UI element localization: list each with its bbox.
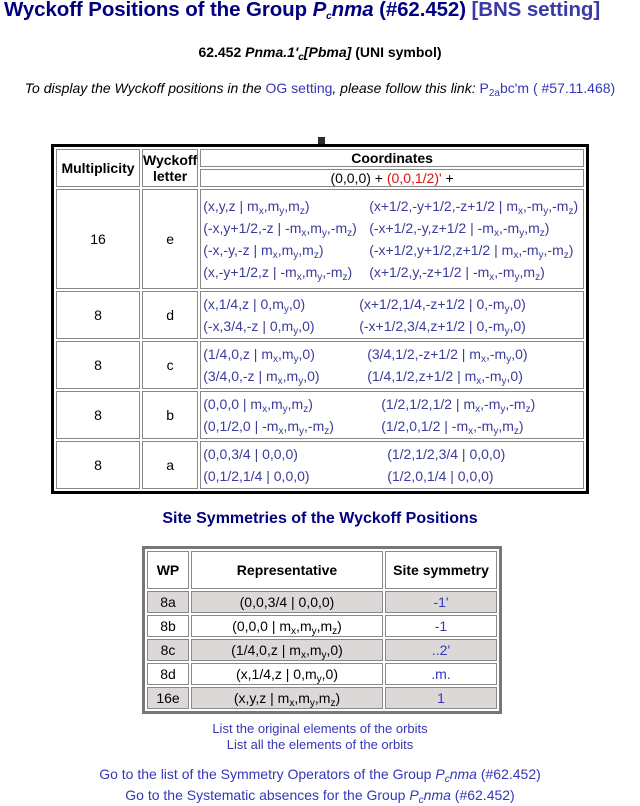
coordinate-entry: (-x,y+1/2,-z | $-m_x,m_y,-m_z$) [203, 220, 357, 239]
site-symmetry-row [147, 591, 497, 613]
bns-setting-link[interactable]: [BNS setting] [471, 0, 601, 21]
centering-vectors: (0,0,0) + (0,0,1/2)' + [200, 169, 584, 187]
representative-cell: (0,0,0 | $m_x,m_y,m_z$) [191, 615, 383, 637]
og-setting-link[interactable]: OG setting [265, 80, 333, 96]
site-symmetry-cell[interactable]: ..2' [385, 639, 497, 661]
wp-cell: 16e [147, 687, 189, 709]
coordinates-cell [200, 341, 584, 389]
multiplicity-header: Multiplicity [56, 149, 140, 187]
representative-cell: (x,1/4,z | $0,m_y,0$) [191, 663, 383, 685]
list-all-orbits-link[interactable]: List all the elements of the orbits [226, 737, 414, 752]
representative-cell: (x,y,z | $m_x,m_y,m_z$) [191, 687, 383, 709]
wyckoff-row [56, 391, 584, 439]
coordinates-cell [200, 441, 584, 489]
wp-cell: 8b [147, 615, 189, 637]
coordinate-entry: (x,1/4,z | $0,m_y,0$) [203, 296, 306, 315]
coordinate-entry: (x,y,z | $m_x,m_y,m_z$) [203, 198, 310, 217]
site-symmetry-row [147, 687, 497, 709]
list-original-orbits-link[interactable]: List the original elements of the orbits [212, 721, 428, 736]
coordinate-entry: (0,1/2,0 | $-m_x,m_y,-m_z$) [203, 418, 334, 437]
coordinate-entry: (1/4,1/2,z+1/2 | $m_x,-m_y,0$) [367, 368, 523, 387]
coordinates-cell [200, 391, 584, 439]
symmetry-operators-link[interactable]: Go to the list of the Symmetry Operators of the Group $P_cnma$ (#62.452) [99, 766, 541, 785]
coordinate-entry: (1/2,1/2,1/2 | $m_x,-m_y,-m_z$) [381, 396, 536, 415]
site-symmetry-row [147, 639, 497, 661]
coordinate-entry: (-x+1/2,y+1/2,z+1/2 | $m_x,-m_y,-m_z$) [369, 242, 574, 261]
representative-cell: (0,0,3/4 | 0,0,0) [191, 591, 383, 613]
og-setting-notice: To display the Wyckoff positions in the OG setting, please follow this link: $P_{2a}bc'm$ ( #57.11.468) [24, 80, 616, 99]
coordinates-header: Coordinates [200, 149, 584, 167]
site-symmetry-header: Site symmetry [385, 551, 497, 589]
multiplicity-cell: 8 [56, 391, 140, 439]
coordinate-entry: (x+1/2,1/4,-z+1/2 | $0,-m_y,0$) [359, 296, 526, 315]
coordinate-entry: (-x,-y,-z | $m_x,m_y,m_z$) [203, 242, 324, 261]
wyckoff-letter-cell: c [142, 341, 198, 389]
coordinate-entry: (0,1/2,1/4 | 0,0,0) [203, 468, 310, 484]
multiplicity-cell: 8 [56, 341, 140, 389]
page-title: Wyckoff Positions of the Group $P_cnma$ (#62.452) [BNS setting] [4, 0, 601, 22]
wyckoff-row [56, 291, 584, 339]
uni-symbol: 62.452 $Pnma.1'_c[Pbma]$ (UNI symbol) [198, 44, 442, 63]
coordinate-entry: (x+1/2,-y+1/2,-z+1/2 | $m_x,-m_y,-m_z$) [369, 198, 579, 217]
og-group-link[interactable]: $P_{2a}bc'm$ ( #57.11.468) [479, 80, 616, 99]
site-symmetries-title: Site Symmetries of the Wyckoff Positions [162, 510, 478, 527]
site-symmetry-cell[interactable]: 1 [385, 687, 497, 709]
wyckoff-letter-cell: a [142, 441, 198, 489]
representative-header: Representative [191, 551, 383, 589]
wyckoff-letter-header: Wyckoff letter [142, 149, 198, 187]
coordinate-entry: (x,-y+1/2,z | $-m_x,m_y,-m_z$) [203, 264, 353, 283]
site-symmetry-cell[interactable]: -1 [385, 615, 497, 637]
wyckoff-table [51, 144, 589, 494]
systematic-absences-link[interactable]: Go to the Systematic absences for the Group $P_cnma$ (#62.452) [125, 787, 515, 806]
wyckoff-letter-cell: b [142, 391, 198, 439]
wyckoff-row [56, 341, 584, 389]
coordinate-entry: (1/2,1/2,3/4 | 0,0,0) [387, 446, 506, 462]
coordinate-entry: (3/4,1/2,-z+1/2 | $m_x,-m_y,0$) [367, 346, 528, 365]
wp-cell: 8a [147, 591, 189, 613]
multiplicity-cell: 8 [56, 441, 140, 489]
multiplicity-cell: 8 [56, 291, 140, 339]
coordinate-entry: (0,0,0 | $m_x,m_y,m_z$) [203, 396, 313, 415]
coordinate-entry: (0,0,3/4 | 0,0,0) [203, 446, 298, 462]
coordinate-entry: (1/4,0,z | $m_x,m_y,0$) [203, 346, 315, 365]
coordinate-entry: (3/4,0,-z | $m_x,m_y,0$) [203, 368, 320, 387]
representative-cell: (1/4,0,z | $m_x,m_y,0$) [191, 639, 383, 661]
wyckoff-row [56, 441, 584, 489]
site-symmetry-row [147, 615, 497, 637]
multiplicity-cell: 16 [56, 189, 140, 289]
coordinate-entry: (1/2,0,1/4 | 0,0,0) [387, 468, 494, 484]
coordinates-cell [200, 189, 584, 289]
coordinate-entry: (1/2,0,1/2 | $-m_x,-m_y,m_z$) [381, 418, 524, 437]
coordinates-cell [200, 291, 584, 339]
wyckoff-letter-cell: d [142, 291, 198, 339]
coordinate-entry: (-x+1/2,3/4,z+1/2 | $0,-m_y,0$) [359, 318, 526, 337]
wyckoff-letter-cell: e [142, 189, 198, 289]
wp-header: WP [147, 551, 189, 589]
site-symmetry-cell[interactable]: .m. [385, 663, 497, 685]
coordinate-entry: (-x+1/2,-y,z+1/2 | $-m_x,-m_y,m_z$) [369, 220, 550, 239]
coordinate-entry: (-x,3/4,-z | $0,m_y,0$) [203, 318, 315, 337]
wp-cell: 8d [147, 663, 189, 685]
site-symmetry-table [142, 546, 502, 714]
site-symmetry-row [147, 663, 497, 685]
coordinate-entry: (x+1/2,y,-z+1/2 | $-m_x,-m_y,m_z$) [369, 264, 545, 283]
anchor-marker-icon [318, 137, 325, 144]
wp-cell: 8c [147, 639, 189, 661]
site-symmetry-cell[interactable]: -1' [385, 591, 497, 613]
wyckoff-row [56, 189, 584, 289]
